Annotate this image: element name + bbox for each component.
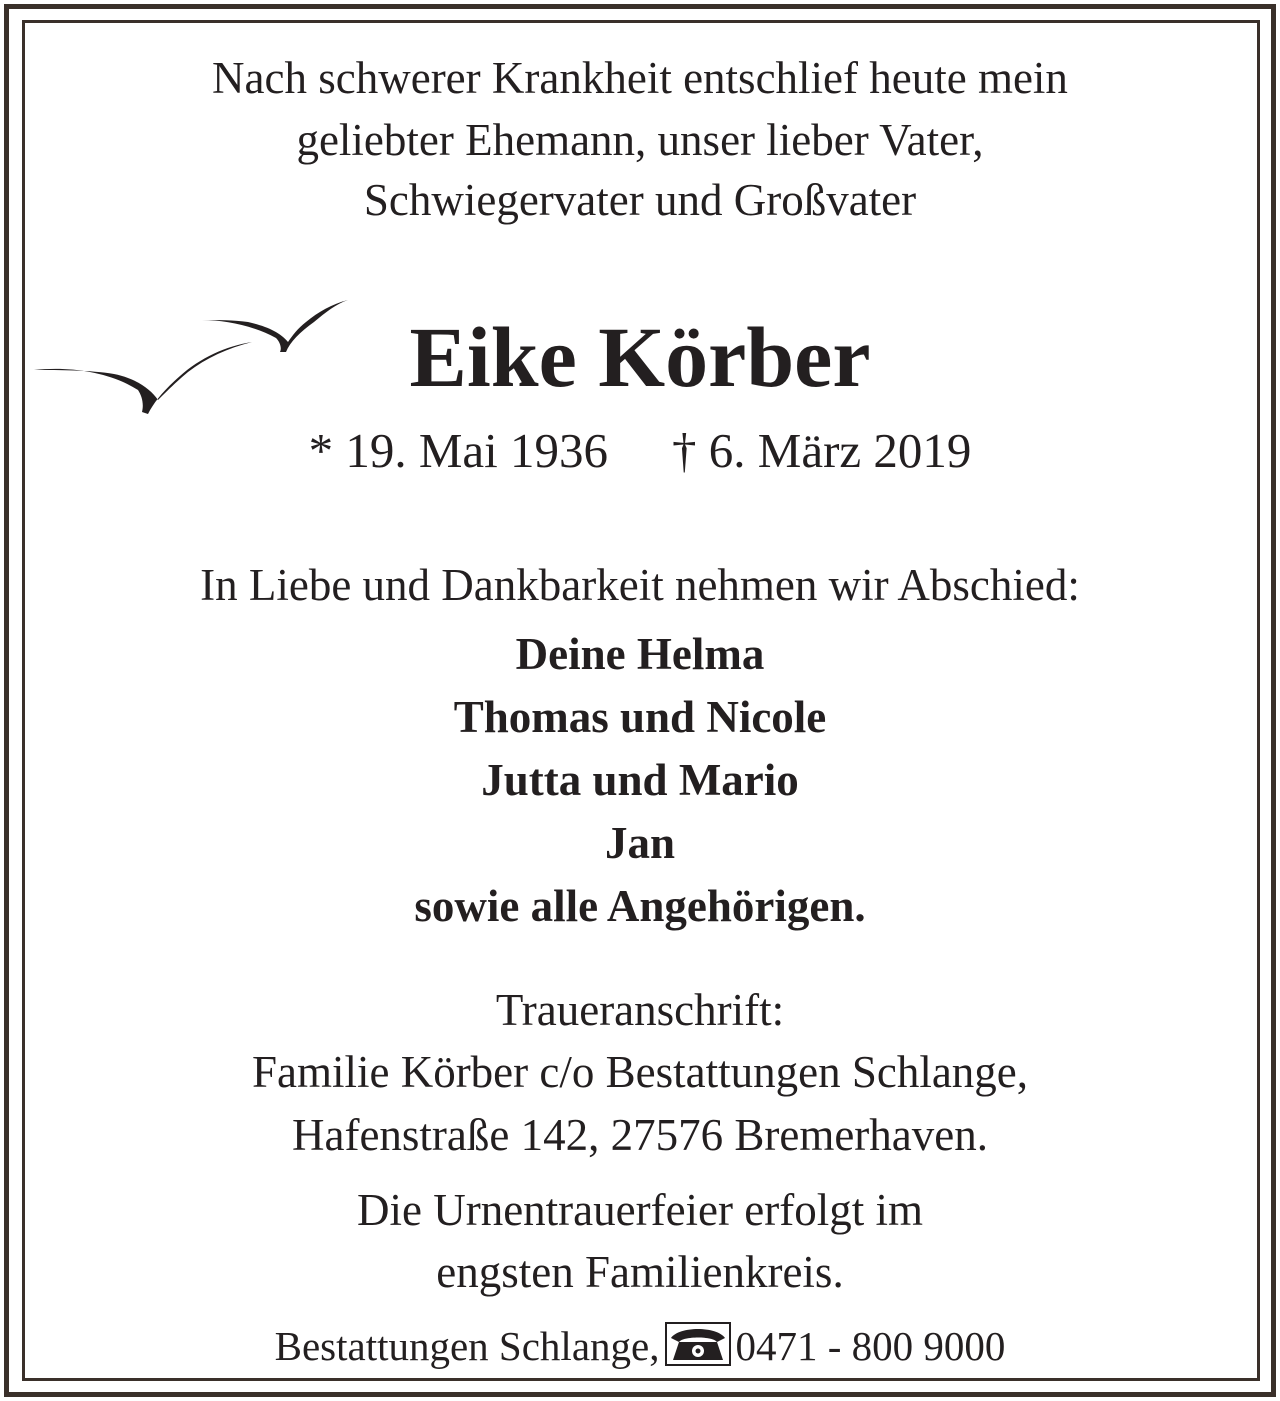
- farewell-text: In Liebe und Dankbarkeit nehmen wir Abschied:: [200, 560, 1080, 610]
- family-member: sowie alle Angehörigen.: [414, 881, 866, 931]
- ceremony-line-1: Die Urnentrauerfeier erfolgt im: [357, 1185, 923, 1235]
- address-label: Traueranschrift:: [495, 985, 785, 1035]
- address-line-1: Familie Körber c/o Bestattungen Schlange,: [251, 1047, 1029, 1097]
- address-line-2: Hafenstraße 142, 27576 Bremerhaven.: [291, 1110, 988, 1160]
- intro-line-3: Schwiegervater und Großvater: [363, 175, 917, 225]
- family-member: Deine Helma: [515, 629, 765, 679]
- footer-company: Bestattungen Schlange,: [274, 1323, 660, 1369]
- ceremony-line-2: engsten Familienkreis.: [436, 1247, 844, 1297]
- birth-date: * 19. Mai 1936: [308, 423, 609, 478]
- intro-line-2: geliebter Ehemann, unser lieber Vater,: [296, 115, 984, 165]
- family-member: Jutta und Mario: [481, 755, 799, 805]
- family-member: Jan: [604, 818, 676, 868]
- intro-line-1: Nach schwerer Krankheit entschlief heute mein: [212, 53, 1068, 103]
- footer-phone: 0471 - 800 9000: [735, 1323, 1006, 1369]
- family-member: Thomas und Nicole: [453, 692, 827, 742]
- telephone-icon: [665, 1322, 731, 1366]
- life-dates: [0, 423, 1280, 478]
- deceased-name: Eike Körber: [409, 309, 871, 405]
- footer: [0, 1322, 1280, 1367]
- death-date: † 6. März 2019: [672, 423, 972, 478]
